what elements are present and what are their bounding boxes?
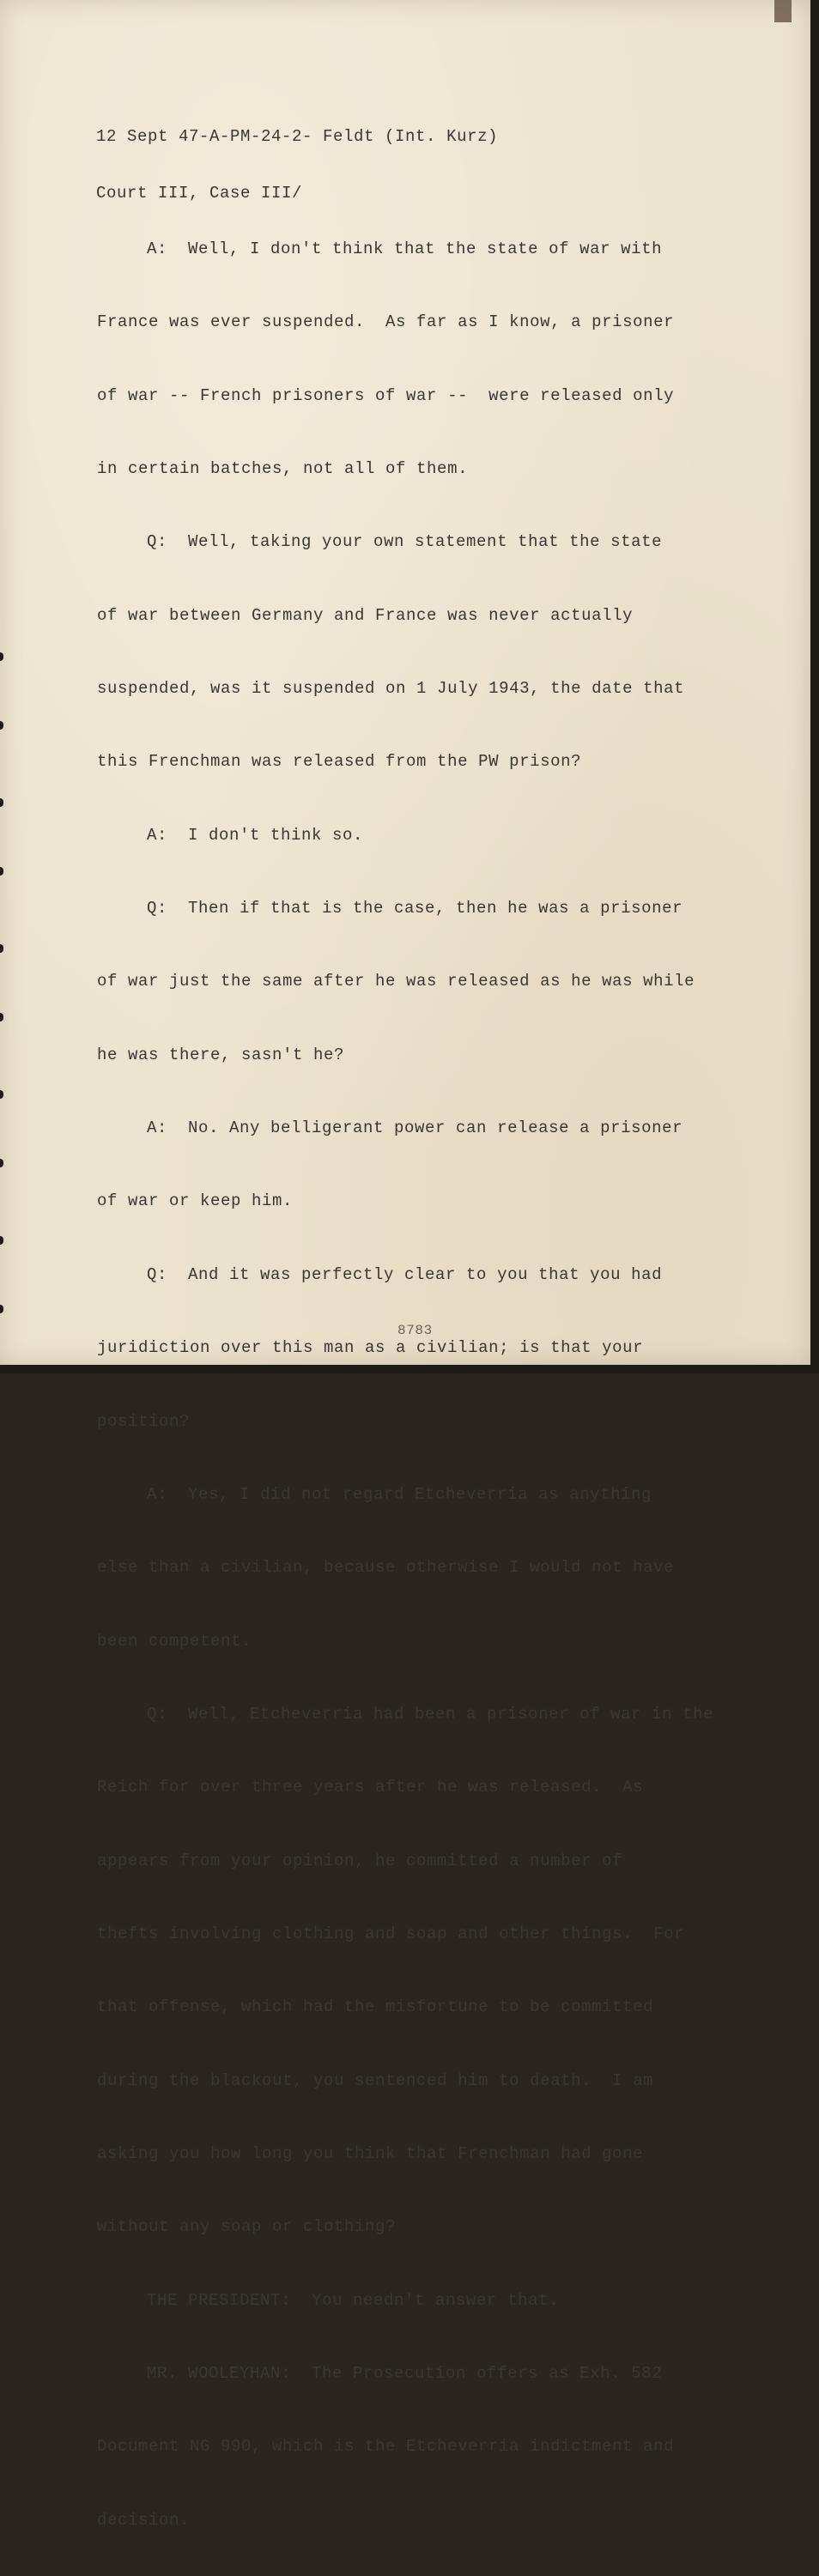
transcript-line: of war -- French prisoners of war -- were released only: [97, 385, 675, 405]
transcript-line: without any soap or clothing?: [97, 2217, 397, 2237]
page-number: 8783: [397, 1323, 433, 1338]
transcript-line: during the blackout, you sentenced him to death. I am: [97, 2070, 654, 2090]
transcript-line: Q: Then if that is the case, then he was a prisoner: [147, 899, 683, 918]
transcript-line: of war or keep him.: [97, 1191, 294, 1211]
transcript-line: A: I don't think so.: [147, 825, 364, 845]
scan-edge-bottom: [0, 1365, 819, 1373]
transcript-line: Q: Well, Etcheverria had been a prisoner of war in the: [147, 1704, 714, 1724]
transcript-line: decision.: [97, 2510, 191, 2530]
transcript-line: France was ever suspended. As far as I know, a prisoner: [97, 312, 675, 332]
transcript-line: this Frenchman was released from the PW prison?: [97, 752, 582, 772]
transcript-line: juridiction over this man as a civilian; is that your: [97, 1338, 644, 1358]
transcript-line: Document NG 990, which is the Etcheverria indictment and: [97, 2437, 675, 2457]
corner-mark: [774, 0, 792, 22]
transcript-line: suspended, was it suspended on 1 July 1943, the date that: [97, 679, 685, 699]
transcript-line: MR. WOOLEYHAN: The Prosecution offers as Exh. 582: [147, 2363, 663, 2383]
transcript-line: he was there, sasn't he?: [97, 1045, 345, 1064]
transcript-line: Q: And it was perfectly clear to you that you had: [147, 1264, 663, 1284]
transcript-line: A: Well, I don't think that the state of war with: [147, 239, 663, 258]
transcript-line: Q: Well, taking your own statement that the state: [147, 532, 663, 552]
transcript-line: else than a civilian, because otherwise I would not have: [97, 1558, 675, 1578]
transcript-line: that offense, which had the misfortune to be committed: [97, 1997, 654, 2017]
header-line-2: Court III, Case III/: [96, 184, 303, 203]
transcript-line: in certain batches, not all of them.: [97, 459, 469, 479]
scan-edge-right: [810, 0, 819, 1373]
transcript-line: thefts involving clothing and soap and other things. For: [97, 1924, 685, 1943]
transcript-line: asking you how long you think that Frenchman had gone: [97, 2143, 644, 2163]
transcript-line: of war just the same after he was released as he was while: [97, 972, 695, 991]
transcript-line: position?: [97, 1411, 191, 1431]
transcript-line: Reich for over three years after he was released. As: [97, 1778, 644, 1797]
header-line-1: 12 Sept 47-A-PM-24-2- Feldt (Int. Kurz): [96, 127, 499, 146]
transcript-line: appears from your opinion, he committed a number of: [97, 1851, 623, 1870]
transcript-line: A: No. Any belligerant power can release a prisoner: [147, 1118, 683, 1138]
transcript-line: A: Yes, I did not regard Etcheverria as anything: [147, 1484, 652, 1504]
transcript-body: [97, 194, 784, 2576]
transcript-line: been competent.: [97, 1631, 252, 1651]
transcript-line: THE PRESIDENT: You needn't answer that.: [147, 2290, 560, 2310]
transcript-line: of war between Germany and France was never actually: [97, 605, 634, 625]
